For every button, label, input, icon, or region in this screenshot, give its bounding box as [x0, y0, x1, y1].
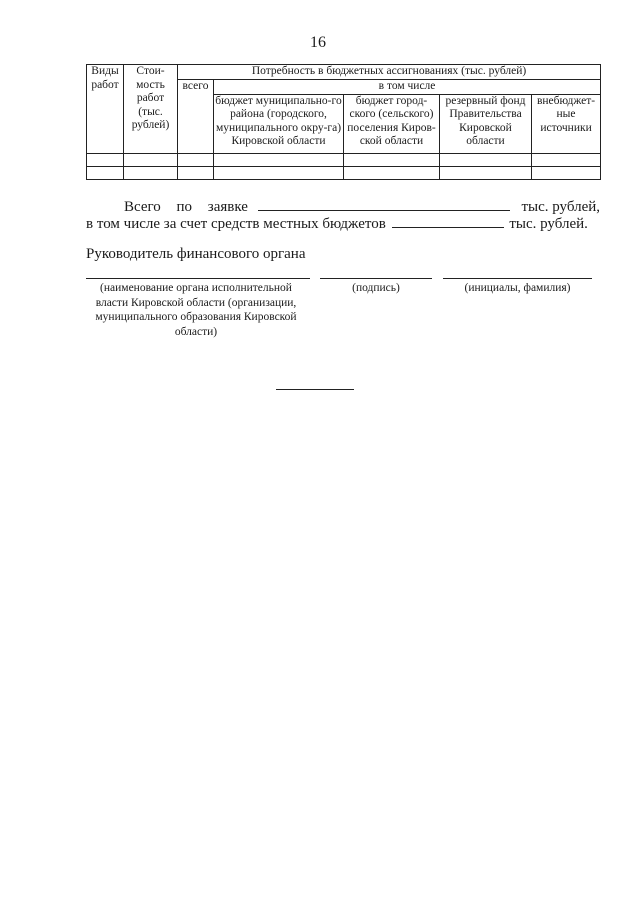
total-amount-blank — [258, 196, 510, 211]
table-cell — [440, 153, 532, 166]
signature-caption: (подпись) — [352, 282, 400, 294]
table-cell — [532, 166, 601, 179]
table-cell — [178, 153, 214, 166]
local-budgets-line — [86, 213, 602, 234]
table-cell — [532, 153, 601, 166]
total-unit: тыс. рублей, — [521, 199, 601, 215]
header-settlement-budget: бюджет город-ского (сельского) поселения Киров-ской области — [344, 94, 440, 153]
header-reserve-fund: резервный фонд Правительства Кировской области — [440, 94, 532, 153]
name-caption: (инициалы, фамилия) — [464, 282, 571, 294]
header-budget-need: Потребность в бюджетных ассигнованиях (тыс. рублей) — [178, 65, 601, 80]
table-cell — [344, 166, 440, 179]
end-rule — [276, 389, 354, 390]
local-amount-blank — [392, 213, 504, 228]
org-name-line — [86, 278, 310, 279]
budget-request-table — [86, 64, 601, 180]
header-cost: Стои-мость работ (тыс. рублей) — [124, 65, 178, 154]
table-row — [87, 153, 601, 166]
finance-head-label: Руководитель финансового органа — [86, 246, 306, 262]
header-municipal-budget: бюджет муниципально-го района (городского, муниципального окру-га) Кировской области — [214, 94, 344, 153]
header-work-types: Виды работ — [87, 65, 124, 154]
table-cell — [124, 153, 178, 166]
name-line — [443, 278, 592, 279]
header-including: в том числе — [214, 80, 601, 95]
table-row — [87, 166, 601, 179]
table-cell — [87, 153, 124, 166]
header-extrabudget: внебюджет-ные источники — [532, 94, 601, 153]
local-unit: тыс. рублей. — [509, 216, 588, 232]
page-number: 16 — [310, 34, 326, 51]
table-cell — [178, 166, 214, 179]
signature-line — [320, 278, 432, 279]
table-cell — [124, 166, 178, 179]
table-cell — [214, 153, 344, 166]
local-budgets-label: в том числе за счет средств местных бюджетов — [86, 216, 386, 232]
table-cell — [214, 166, 344, 179]
table-cell — [344, 153, 440, 166]
header-total: всего — [178, 80, 214, 154]
table-cell — [440, 166, 532, 179]
table-cell — [87, 166, 124, 179]
org-name-caption: (наименование органа исполнительной власти Кировской области (организации, муниципального образования Кировской области) — [95, 282, 297, 338]
total-by-request-label: Всего по заявке — [124, 199, 248, 215]
